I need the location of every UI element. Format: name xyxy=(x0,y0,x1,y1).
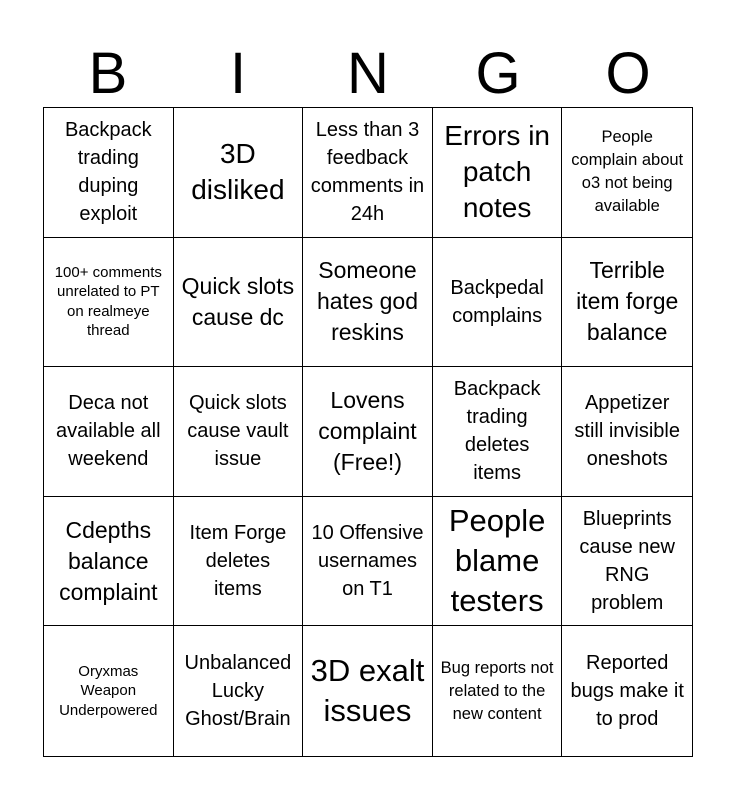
bingo-cell-r3-c2[interactable] xyxy=(174,367,304,497)
bingo-cell-r3-c1[interactable] xyxy=(44,367,174,497)
bingo-cell-r1-c1[interactable] xyxy=(44,108,174,238)
cell-text: People blame testers xyxy=(448,502,546,619)
cell-text: Appetizer still invisible oneshots xyxy=(574,392,680,471)
cell-text: Cdepths balance complaint xyxy=(59,516,158,605)
bingo-cell-r2-c5[interactable] xyxy=(562,238,692,368)
bingo-cell-r4-c3[interactable] xyxy=(303,497,433,627)
bingo-cell-r4-c5[interactable] xyxy=(562,497,692,627)
cell-text: Less than 3 feedback comments in 24h xyxy=(310,119,425,226)
bingo-cell-r1-c3[interactable] xyxy=(303,108,433,238)
bingo-cell-r5-c2[interactable] xyxy=(174,626,304,756)
cell-text: Backpack trading duping exploit xyxy=(64,119,152,226)
cell-text: Blueprints cause new RNG problem xyxy=(579,508,675,615)
cell-text: Deca not available all weekend xyxy=(56,392,161,471)
cell-text: Terrible item forge balance xyxy=(576,257,679,346)
bingo-header xyxy=(43,41,693,106)
bingo-cell-r4-c1[interactable] xyxy=(44,497,174,627)
cell-text: Quick slots cause vault issue xyxy=(187,392,289,471)
bingo-cell-r5-c3[interactable] xyxy=(303,626,433,756)
cell-text: Backpedal complains xyxy=(450,276,544,327)
bingo-cell-r1-c4[interactable] xyxy=(433,108,563,238)
cell-text: Backpack trading deletes items xyxy=(453,378,541,485)
bingo-cell-r3-c5[interactable] xyxy=(562,367,692,497)
cell-text: Lovens complaint (Free!) xyxy=(318,386,417,476)
cell-text: Unbalanced Lucky Ghost/Brain xyxy=(184,652,292,731)
header-letter-g: G xyxy=(475,41,521,106)
bingo-cell-r4-c4[interactable] xyxy=(433,497,563,627)
bingo-cell-r2-c1[interactable] xyxy=(44,238,174,368)
bingo-cell-r1-c5[interactable] xyxy=(562,108,692,238)
cell-text: 10 Offensive usernames on T1 xyxy=(311,522,424,601)
bingo-cell-r5-c5[interactable] xyxy=(562,626,692,756)
header-letter-b: B xyxy=(88,41,128,106)
cell-text: Oryxmas Weapon Underpowered xyxy=(59,662,158,719)
bingo-cell-r5-c1[interactable] xyxy=(44,626,174,756)
cell-text: 3D exalt issues xyxy=(310,652,425,729)
cell-text: Someone hates god reskins xyxy=(316,257,418,346)
bingo-cell-r1-c2[interactable] xyxy=(174,108,304,238)
bingo-board xyxy=(43,107,693,757)
header-letter-o: O xyxy=(605,41,651,106)
header-letter-i: I xyxy=(229,41,247,106)
bingo-cell-r2-c4[interactable] xyxy=(433,238,563,368)
cell-text: Reported bugs make it to prod xyxy=(570,652,684,731)
cell-text: Bug reports not related to the new content xyxy=(440,658,554,723)
cell-text: Quick slots cause dc xyxy=(181,272,295,330)
bingo-cell-r5-c4[interactable] xyxy=(433,626,563,756)
bingo-cell-r2-c3[interactable] xyxy=(303,238,433,368)
cell-text: Item Forge deletes items xyxy=(189,522,287,601)
bingo-cell-r4-c2[interactable] xyxy=(174,497,304,627)
bingo-cell-r3-c3[interactable] xyxy=(303,367,433,497)
bingo-cell-r3-c4[interactable] xyxy=(433,367,563,497)
cell-text: 100+ comments unrelated to PT on realmeye thread xyxy=(54,263,162,340)
bingo-cell-r2-c2[interactable] xyxy=(174,238,304,368)
header-letter-n: N xyxy=(347,41,389,106)
cell-text: 3D disliked xyxy=(191,137,285,206)
cell-text: Errors in patch notes xyxy=(444,119,550,224)
cell-text: People complain about o3 not being available xyxy=(571,128,684,216)
